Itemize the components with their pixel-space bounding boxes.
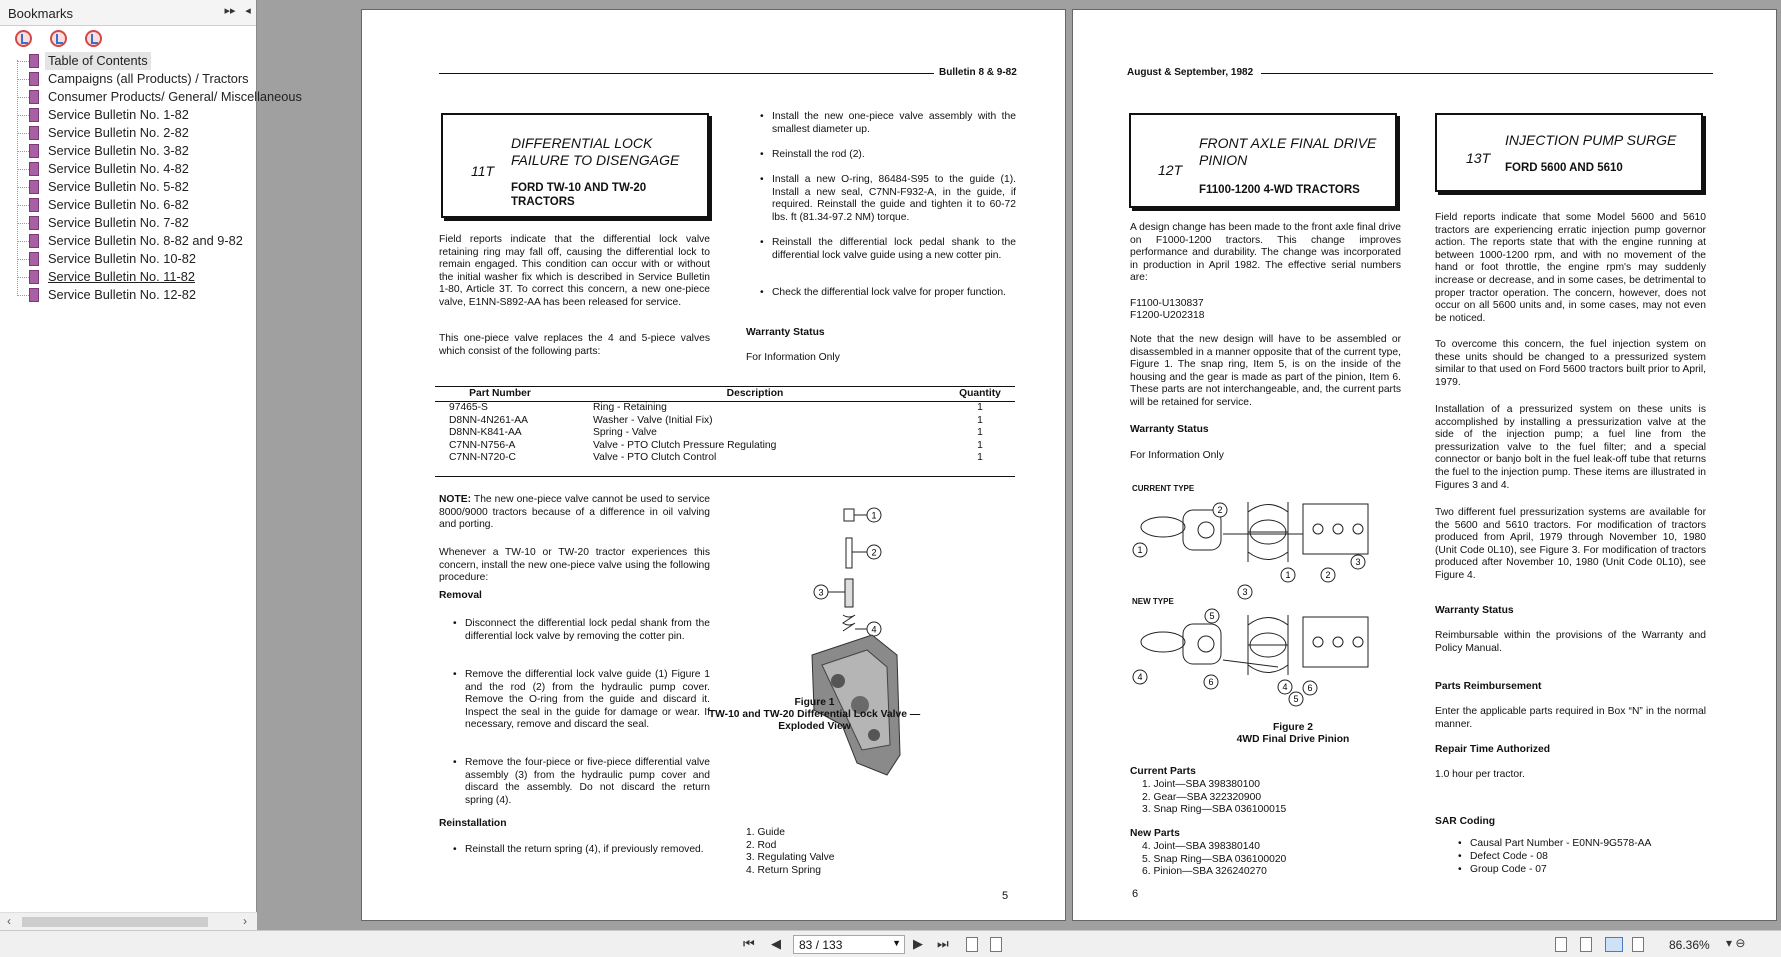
callout-label: 3 [1355,557,1361,567]
callout-label: 4 [1282,682,1288,692]
expand-bookmark-icon[interactable] [50,30,67,47]
section-heading: New Parts [1130,828,1180,839]
bookmark-item[interactable] [0,196,256,214]
article-number: 13T [1466,150,1491,166]
note-paragraph [439,494,710,532]
bookmark-icon [29,234,39,248]
section-heading: Warranty Status [746,327,825,338]
bookmark-label: Service Bulletin No. 10-82 [48,251,196,266]
article-subtitle-line2: TRACTORS [511,196,575,208]
callout-label: 1 [1137,545,1143,555]
bookmark-label: Service Bulletin No. 1-82 [48,107,189,122]
bookmarks-title: Bookmarks [8,6,74,21]
callout-label: 6 [1307,683,1313,693]
table-cell: Spring - Valve [593,427,657,439]
table-cell: 1 [977,439,983,451]
table-row [435,427,1015,440]
paragraph: Two different fuel pressurization systems are available for the 5600 and 5610 tractors. For modification of tractors produced from April, 1979 through November 10, 1980 (Unit Code 0L10), see Figure 3. For modification of tractors produced after November 10, 1980 (Unit Code 0L10), see Figure 4. [1435,507,1706,581]
close-panel-icon[interactable]: ◂ [245,5,251,17]
bullet-item: • Group Code - 07 [1470,864,1710,877]
page-header: August & September, 1982 [1127,67,1254,78]
bookmarks-header [0,0,256,26]
scroll-left-icon[interactable]: ‹ [7,914,11,928]
section-heading: SAR Coding [1435,816,1496,827]
first-page-icon[interactable]: ⏮ [743,936,755,951]
bookmark-icon [29,162,39,176]
section-heading: Current Parts [1130,766,1196,777]
bookmark-label: Service Bulletin No. 5-82 [48,179,189,194]
zoom-out-icon[interactable]: ▾ ⊖ [1726,936,1746,950]
article-title-line2: FAILURE TO DISENGAGE [511,152,680,168]
note-text: The new one-piece valve cannot be used to service 8000/9000 tractors because of a difference in oil valving and porting. [439,494,710,531]
article-title-line1: DIFFERENTIAL LOCK [511,135,653,151]
article-box-12t [1129,113,1397,208]
section-heading: Warranty Status [1130,424,1209,435]
table-cell: C7NN-N720-C [449,452,516,464]
bookmark-icon [29,54,39,68]
table-cell: 1 [977,402,983,413]
paragraph: Field reports indicate that some Model 5600 and 5610 tractors are experiencing erratic injection pump governor action. The reports state that with the engine running at between 1000-1200 rpm, and with no movement of the hand or foot throttle, the engine rpm's may suddenly increase or decrease, and in some cases, be detrimental to proper tractor operation. The concern, however, does not occur on all 5600 units and, in some cases, may not even be noticed. [1435,212,1706,324]
callout-label: 2 [1325,570,1331,580]
paragraph: 1.0 hour per tractor. [1435,769,1525,780]
callout-label: 6 [1208,677,1214,687]
column-header: Part Number [435,387,565,402]
page-number: 6 [1132,888,1139,900]
table-row [435,452,1015,465]
page-number: 5 [1002,890,1009,902]
figure-caption: Exploded View [778,721,851,732]
bookmark-icon [29,198,39,212]
table-cell: D8NN-4N261-AA [449,414,528,426]
serial-number: F1100-U130837 [1130,298,1204,309]
paragraph: Reimbursable within the provisions of the Warranty and Policy Manual. [1435,630,1706,654]
section-heading: Removal [439,590,482,601]
continuous-view-icon[interactable] [1580,937,1592,952]
bullet-item: • Install the new one-piece valve assembly with the smallest diameter up. [772,111,1016,136]
bullet-item: • Defect Code - 08 [1470,851,1710,864]
paragraph: To overcome this concern, the fuel injection system on these units should be changed to a pressurized system similar to that used on Ford 5600 tractors built prior to April, 1979. [1435,339,1706,388]
scrollbar-thumb[interactable] [22,917,208,927]
callout-label: 5 [1293,694,1299,704]
paragraph: Note that the new design will have to be assembled or disassembled in a manner opposite that of the current type, Figure 1. The snap ring, Item 5, is on the inside of the housing and the gear is made as part of the pinion, Item 6. These parts are not interchangeable, and, the current parts will be retained for service. [1130,334,1401,408]
figure-2-illustration [1128,492,1408,717]
bookmark-label: Service Bulletin No. 3-82 [48,143,189,158]
bookmark-icon [29,288,39,302]
bookmark-icon [29,270,39,284]
bookmark-item[interactable] [0,286,256,304]
bullet-item: • Reinstall the rod (2). [772,149,1016,162]
list-item: 2. Gear—SBA 322320900 [1142,791,1262,803]
facing-pages-view-icon[interactable] [1605,937,1623,952]
callout-label: 2 [871,547,877,558]
bullet-item: • Install a new O-ring, 86484-S95 to the guide (1). Install a new seal, C7NN-F932-A, in the guide, if required. Reinstall the guide and tighten it to 60-72 lbs. ft (81.34-97.2 NM) torque. [772,174,1016,224]
paragraph: This one-piece valve replaces the 4 and 5-piece valves which consist of the following parts: [439,333,710,357]
bookmark-icon [29,252,39,266]
next-page-icon[interactable]: ▶ [913,936,923,951]
zoom-level[interactable]: 86.36% [1669,938,1710,952]
bookmark-icon [29,144,39,158]
bookmarks-panel [0,0,302,930]
table-cell: 97465-S [449,402,488,413]
previous-page-icon[interactable]: ◀ [771,936,781,951]
legend-item: 4. Return Spring [746,864,821,876]
list-item: 1. Joint—SBA 398380100 [1142,779,1260,790]
bookmark-icon [29,126,39,140]
table-cell: Ring - Retaining [593,402,667,413]
list-item: 6. Pinion—SBA 326240270 [1142,866,1267,878]
bookmark-icon [29,90,39,104]
table-cell: Valve - PTO Clutch Pressure Regulating [593,439,777,451]
figure-1-illustration [802,505,977,785]
bookmark-item[interactable] [0,70,256,88]
paragraph: Whenever a TW-10 or TW-20 tractor experiences this concern, install the new one-piece valve using the following procedure: [439,547,710,584]
article-title-line2: PINION [1199,152,1248,168]
bookmark-item[interactable] [0,106,256,124]
article-subtitle-line1: FORD TW-10 AND TW-20 [511,182,647,194]
table-cell: D8NN-K841-AA [449,427,522,439]
paragraph: A design change has been made to the front axle final drive on F1000-1200 tractors. This change improves performance and durability. The change was incorporated in production in April 1982. The effective serial numbers are: [1130,222,1401,284]
callout-label: 4 [1137,672,1143,682]
figure-caption: TW-10 and TW-20 Differential Lock Valve — [708,709,921,720]
section-heading: Parts Reimbursement [1435,681,1542,692]
article-number: 12T [1158,162,1183,178]
current-parts-list [1142,779,1286,817]
table-cell: 1 [977,414,983,426]
navigation-toolbar [0,930,1781,957]
collapse-panel-icon[interactable]: ▸▸ [224,5,236,17]
figure-caption: 4WD Final Drive Pinion [1236,734,1350,745]
bullet-item: • Remove the differential lock valve guide (1) Figure 1 and the rod (2) from the hydraulic pump cover. Remove the O-ring from the guide and discard it. Inspect the seal in the guide for damage or wear. If necessary, remove and discard the seal. [465,669,710,732]
bookmark-item[interactable] [0,232,256,250]
figure-caption: Figure 1 [794,697,835,708]
single-page-view-icon[interactable] [1555,937,1567,952]
bullet-item: • Remove the four-piece or five-piece differential valve assembly (3) from the hydraulic pump cover and discard the assembly. Do not discard the return spring (4). [465,757,710,807]
bookmark-icon [29,180,39,194]
article-subtitle: F1100-1200 4-WD TRACTORS [1199,184,1360,196]
callout-label: 1 [1285,570,1291,580]
article-box-13t [1435,113,1703,192]
callout-label: 1 [871,510,877,521]
bookmark-label: Service Bulletin No. 4-82 [48,161,189,176]
rotate-view-icon[interactable] [966,937,978,952]
paragraph: For Information Only [1130,450,1224,461]
figure-label: CURRENT TYPE [1132,484,1195,493]
table-cell: 1 [977,452,983,464]
bookmark-item[interactable] [0,124,256,142]
column-header: Description [565,387,945,402]
callout-label: 3 [1242,587,1248,597]
bookmark-item[interactable] [0,88,302,106]
legend-item: 2. Rod [746,839,777,851]
bullet-item: • Check the differential lock valve for proper function. [772,287,1016,300]
article-number: 11T [471,163,495,179]
table-cell: Washer - Valve (Initial Fix) [593,414,713,426]
horizontal-scrollbar[interactable] [0,912,257,930]
legend-item: 1. Guide [746,827,785,838]
table-row [435,415,1015,428]
figure-caption: Figure 2 [1272,722,1314,733]
list-item: 3. Snap Ring—SBA 036100015 [1142,804,1287,816]
section-heading: Reinstallation [439,818,507,829]
bookmark-item[interactable] [0,142,256,160]
section-heading: Repair Time Authorized [1435,744,1551,755]
bookmark-item[interactable] [0,178,256,196]
chevron-down-icon[interactable]: ▼ [892,938,901,948]
paragraph: For Information Only [746,352,840,363]
bookmark-icon [29,216,39,230]
table-row [435,402,1015,415]
table-cell: C7NN-N756-A [449,439,516,451]
legend-item: 3. Regulating Valve [746,852,835,864]
bookmark-label: Service Bulletin No. 12-82 [48,287,196,302]
article-box-11t [441,113,709,218]
bookmark-icon [29,72,39,86]
callout-label: 2 [1217,505,1223,515]
paragraph: Installation of a pressurized system on these units is accomplished by installing a pressurization valve at the side of the injection pump; a fuel line from the pressurization valve to the fuel filter; and a special connector or banjo bolt in the fuel leak-off tube that returns the fuel to the injection pump. These items are illustrated in Figures 3 and 4. [1435,404,1706,491]
page-number-value: 83 / 133 [799,938,843,952]
page-number-input[interactable] [793,935,905,954]
document-page-5 [361,9,1066,921]
bookmark-label: Service Bulletin No. 8-82 and 9-82 [48,233,243,248]
bullet-item: • Reinstall the return spring (4), if previously removed. [465,844,710,857]
bookmark-label: Service Bulletin No. 7-82 [48,215,189,230]
article-title: INJECTION PUMP SURGE [1505,132,1677,148]
list-item: 4. Joint—SBA 398380140 [1142,841,1260,852]
bookmark-item[interactable] [0,52,256,70]
document-page-6 [1072,9,1777,921]
copy-view-icon[interactable] [990,937,1002,952]
bookmark-icon [29,108,39,122]
paragraph: Field reports indicate that the differential lock valve retaining ring may fall off, causing the differential lock to remain engaged. This condition can occur with or without the initial washer fix which is described in Service Bulletin 1-80, Article 3T. To correct this concern, a new one-piece valve, E1NN-S892-AA has been released for service. [439,234,710,308]
bookmark-label: Consumer Products/ General/ Miscellaneous [48,89,302,104]
column-header: Quantity [945,387,1015,402]
bookmark-label: Service Bulletin No. 11-82 [48,269,196,284]
note-label: NOTE: [439,494,472,505]
bookmark-item[interactable] [0,160,256,178]
bullet-item: • Reinstall the differential lock pedal shank to the differential lock valve guide using a new cotter pin. [772,237,1016,262]
scroll-right-icon[interactable]: › [243,914,247,928]
bookmark-item[interactable] [0,214,256,232]
table-cell: Valve - PTO Clutch Control [593,452,717,464]
new-parts-list [1142,841,1286,879]
serial-number: F1200-U202318 [1130,310,1205,321]
find-bookmark-icon[interactable] [85,30,102,47]
bullet-item: • Disconnect the differential lock pedal shank from the differential lock valve by removing the cotter pin. [465,618,710,643]
table-row [435,440,1015,453]
figure-label: NEW TYPE [1132,597,1174,606]
callout-label: 3 [818,587,824,598]
callout-label: 5 [1209,611,1215,621]
parts-table [435,386,1015,465]
bookmarks-toolbar [0,26,256,52]
article-title-line1: FRONT AXLE FINAL DRIVE [1199,135,1377,151]
table-cell: 1 [977,427,983,439]
bookmark-options-icon[interactable] [15,30,32,47]
bookmark-label: Table of Contents [45,52,151,70]
section-heading: Warranty Status [1435,605,1514,616]
bookmark-item[interactable] [0,268,256,286]
bookmark-tree [0,52,302,304]
last-page-icon[interactable]: ⏭ [937,936,949,951]
bookmark-label: Service Bulletin No. 2-82 [48,125,189,140]
bookmark-item[interactable] [0,250,256,268]
callout-label: 4 [871,624,877,635]
page-header: Bulletin 8 & 9-82 [939,67,1017,78]
bookmark-label: Service Bulletin No. 6-82 [48,197,189,212]
bullet-item: • Causal Part Number - E0NN-9G578-AA [1470,838,1710,851]
article-subtitle: FORD 5600 AND 5610 [1505,162,1623,174]
bookmark-label: Campaigns (all Products) / Tractors [48,71,249,86]
list-item: 5. Snap Ring—SBA 036100020 [1142,853,1287,865]
continuous-facing-view-icon[interactable] [1632,937,1644,952]
paragraph: Enter the applicable parts required in Box “N” in the normal manner. [1435,706,1706,730]
figure-legend [746,827,835,877]
